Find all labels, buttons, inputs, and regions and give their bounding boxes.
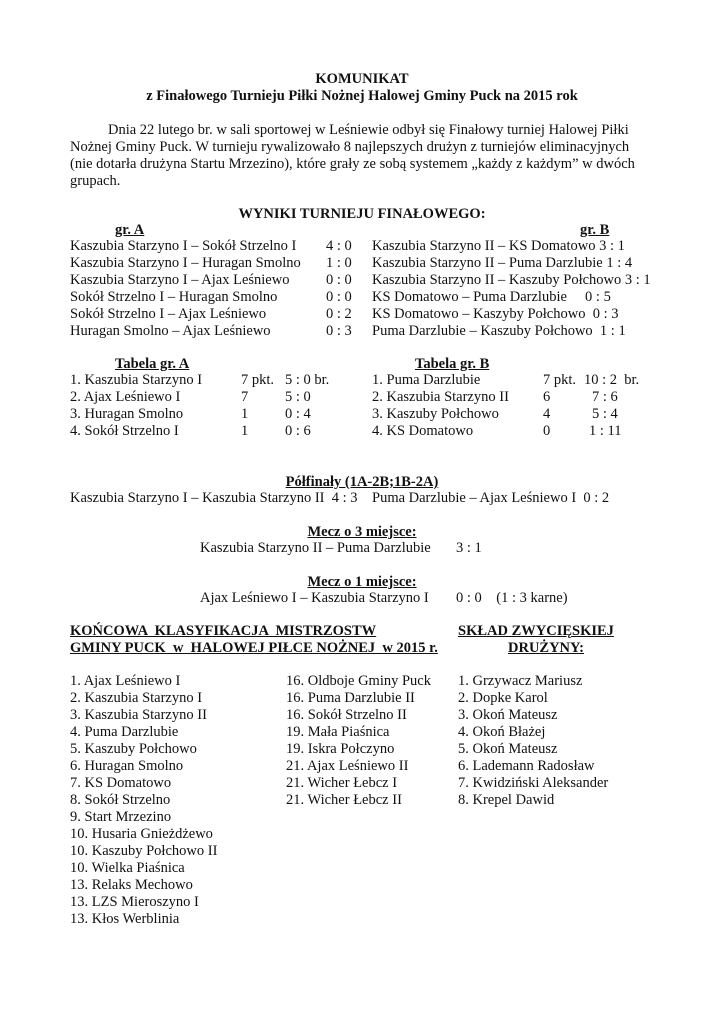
table-a-goals: 5 : 0	[285, 389, 311, 405]
table-b-goals: 5 : 4	[592, 406, 618, 422]
table-a-pts: 1	[241, 406, 249, 422]
list-item: 16. Sokół Strzelno II	[286, 707, 407, 723]
list-item: 3. Kaszubia Starzyno II	[70, 707, 207, 723]
intro-line: Nożnej Gminy Puck. W turnieju rywalizowało 8 najlepszych drużyn z turniejów eliminacyjnych	[70, 139, 630, 155]
table-b-pts: 6	[543, 389, 551, 405]
table-a-goals: 0 : 6	[285, 423, 311, 439]
final-match: Ajax Leśniewo I – Kaszubia Starzyno I	[200, 590, 429, 606]
match-a: Kaszubia Starzyno I – Huragan Smolno	[70, 255, 301, 271]
classification-heading: KOŃCOWA KLASYFIKACJA MISTRZOSTW	[70, 623, 377, 639]
results-heading: WYNIKI TURNIEJU FINAŁOWEGO:	[238, 206, 486, 222]
list-item: 13. Kłos Werblinia	[70, 911, 180, 927]
list-item: 13. Relaks Mechowo	[70, 877, 193, 893]
table-b-goals: 10 : 2 br.	[584, 372, 640, 388]
group-b-label: gr. B	[580, 222, 610, 238]
squad-heading: SKŁAD ZWYCIĘSKIEJ	[458, 623, 614, 639]
player: 2. Dopke Karol	[458, 690, 548, 706]
table-b-team: 4. KS Domatowo	[372, 423, 474, 439]
table-b-goals: 7 : 6	[592, 389, 618, 405]
list-item: 10. Wielka Piaśnica	[70, 860, 185, 876]
player: 7. Kwidziński Aleksander	[458, 775, 609, 791]
list-item: 10. Husaria Gnieżdżewo	[70, 826, 213, 842]
match-b: Puma Darzlubie – Kaszuby Połchowo 1 : 1	[372, 323, 626, 339]
table-a-team: 3. Huragan Smolno	[70, 406, 184, 422]
match-b: KS Domatowo – Kaszyby Połchowo 0 : 3	[372, 306, 619, 322]
semis-heading: Półfinały (1A-2B;1B-2A)	[285, 474, 439, 490]
intro-line: (nie dotarła drużyna Startu Mrzezino), które grały ze sobą systemem „każdy z każdym” w dwóch	[70, 156, 635, 172]
document-title: KOMUNIKAT	[315, 71, 409, 87]
match-a: Sokół Strzelno I – Ajax Leśniewo	[70, 306, 267, 322]
match-a: Sokół Strzelno I – Huragan Smolno	[70, 289, 278, 305]
list-item: 21. Wicher Łebcz II	[286, 792, 402, 808]
intro-line: grupach.	[70, 173, 121, 189]
match-a: Huragan Smolno – Ajax Leśniewo	[70, 323, 271, 339]
list-item: 21. Wicher Łebcz I	[286, 775, 398, 791]
list-item: 4. Puma Darzlubie	[70, 724, 179, 740]
player: 1. Grzywacz Mariusz	[458, 673, 583, 689]
table-a-pts: 1	[241, 423, 249, 439]
third-place-score: 3 : 1	[456, 540, 482, 556]
list-item: 16. Oldboje Gminy Puck	[286, 673, 431, 689]
third-place-heading: Mecz o 3 miejsce:	[307, 524, 417, 540]
list-item: 16. Puma Darzlubie II	[286, 690, 415, 706]
player: 5. Okoń Mateusz	[458, 741, 558, 757]
table-b-pts: 7 pkt.	[543, 372, 577, 388]
player: 6. Lademann Radosław	[458, 758, 595, 774]
table-b-pts: 0	[543, 423, 551, 439]
classification-heading: GMINY PUCK w HALOWEJ PIŁCE NOŻNEJ w 2015 r.	[70, 640, 438, 656]
list-item: 6. Huragan Smolno	[70, 758, 184, 774]
score-a: 0 : 3	[326, 323, 352, 339]
table-b-team: 2. Kaszubia Starzyno II	[372, 389, 509, 405]
semis-results: Kaszubia Starzyno I – Kaszubia Starzyno II 4 : 3 Puma Darzlubie – Ajax Leśniewo I 0 : 2	[70, 490, 610, 506]
table-a-pts: 7 pkt.	[241, 372, 275, 388]
list-item: 2. Kaszubia Starzyno I	[70, 690, 203, 706]
table-b-heading: Tabela gr. B	[415, 356, 490, 372]
final-heading: Mecz o 1 miejsce:	[307, 574, 417, 590]
table-a-goals: 5 : 0 br.	[285, 372, 330, 388]
table-b-pts: 4	[543, 406, 551, 422]
list-item: 19. Mała Piaśnica	[286, 724, 390, 740]
intro-line: Dnia 22 lutego br. w sali sportowej w Leśniewie odbył się Finałowy turniej Halowej Piłki	[108, 122, 629, 138]
list-item: 13. LZS Mieroszyno I	[70, 894, 199, 910]
table-a-heading: Tabela gr. A	[115, 356, 190, 372]
list-item: 21. Ajax Leśniewo II	[286, 758, 409, 774]
document-subtitle: z Finałowego Turnieju Piłki Nożnej Halowej Gminy Puck na 2015 rok	[146, 88, 578, 104]
table-b-team: 3. Kaszuby Połchowo	[372, 406, 499, 422]
list-item: 10. Kaszuby Połchowo II	[70, 843, 218, 859]
table-b-team: 1. Puma Darzlubie	[372, 372, 481, 388]
player: 4. Okoń Błażej	[458, 724, 546, 740]
list-item: 9. Start Mrzezino	[70, 809, 172, 825]
final-score: 0 : 0 (1 : 3 karne)	[456, 590, 568, 606]
list-item: 19. Iskra Połczyno	[286, 741, 395, 757]
score-a: 4 : 0	[326, 238, 352, 254]
score-a: 0 : 0	[326, 289, 352, 305]
score-a: 0 : 0	[326, 272, 352, 288]
list-item: 8. Sokół Strzelno	[70, 792, 171, 808]
table-a-team: 4. Sokół Strzelno I	[70, 423, 179, 439]
match-b: Kaszubia Starzyno II – Puma Darzlubie 1 : 4	[372, 255, 633, 271]
match-b: Kaszubia Starzyno II – Kaszuby Połchowo 3 : 1	[372, 272, 651, 288]
third-place-match: Kaszubia Starzyno II – Puma Darzlubie	[200, 540, 431, 556]
match-b: KS Domatowo – Puma Darzlubie 0 : 5	[372, 289, 611, 305]
player: 8. Krepel Dawid	[458, 792, 555, 808]
group-a-label: gr. A	[115, 222, 145, 238]
match-a: Kaszubia Starzyno I – Sokół Strzelno I	[70, 238, 297, 254]
table-b-goals: 1 : 11	[589, 423, 622, 439]
list-item: 7. KS Domatowo	[70, 775, 172, 791]
table-a-goals: 0 : 4	[285, 406, 311, 422]
list-item: 5. Kaszuby Połchowo	[70, 741, 197, 757]
match-a: Kaszubia Starzyno I – Ajax Leśniewo	[70, 272, 290, 288]
list-item: 1. Ajax Leśniewo I	[70, 673, 181, 689]
score-a: 0 : 2	[326, 306, 352, 322]
match-b: Kaszubia Starzyno II – KS Domatowo 3 : 1	[372, 238, 625, 254]
squad-heading: DRUŻYNY:	[508, 640, 584, 656]
table-a-pts: 7	[241, 389, 249, 405]
table-a-team: 1. Kaszubia Starzyno I	[70, 372, 203, 388]
player: 3. Okoń Mateusz	[458, 707, 558, 723]
table-a-team: 2. Ajax Leśniewo I	[70, 389, 181, 405]
score-a: 1 : 0	[326, 255, 352, 271]
